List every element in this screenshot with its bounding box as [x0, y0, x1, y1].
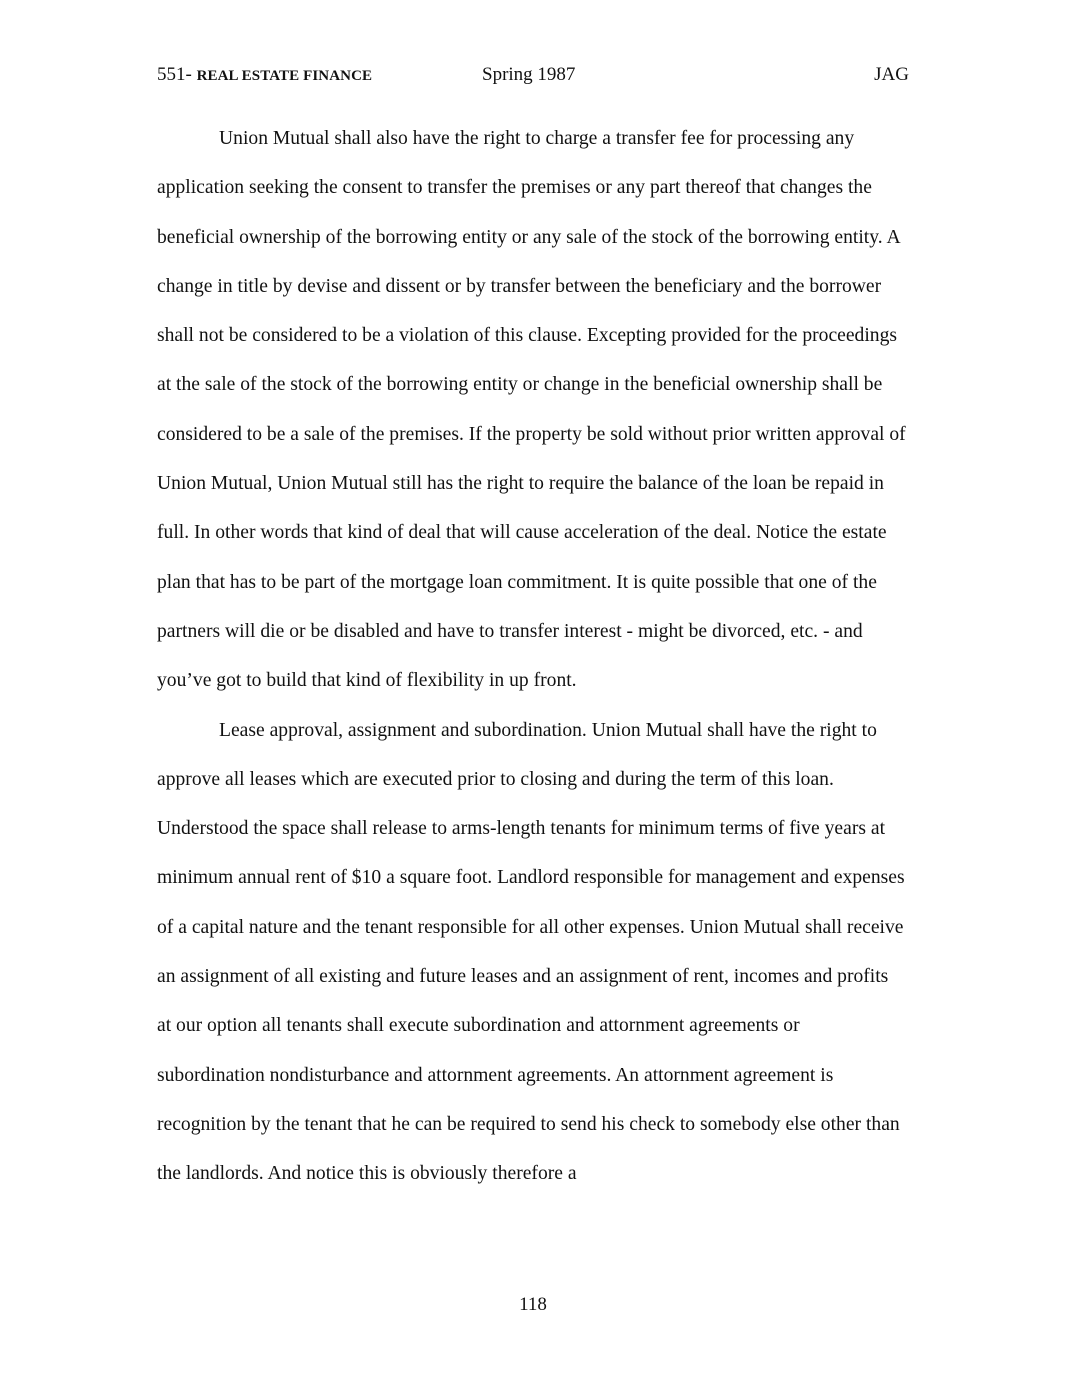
page-header [157, 64, 909, 90]
course-name: REAL ESTATE FINANCE [196, 68, 373, 84]
paragraph-lease-approval: Lease approval, assignment and subordination. Union Mutual shall have the right to approve all leases which are executed prior to closing and during the term of this loan. Understood the space shall release to arms-length tenants for minimum terms of five years at minimum annual rent of $10 a square foot. Landlord responsible for management and expenses of a capital nature and the tenant responsible for all other expenses. Union Mutual shall receive an assignment of all existing and future leases and an assignment of rent, incomes and profits at our option all tenants shall execute subordination and attornment agreements or subordination nondisturbance and attornment agreements. An attornment agreement is recognition by the tenant that he can be required to send his check to somebody else other than the landlords. And notice this is obviously therefore a [157, 719, 905, 1185]
header-term: Spring 1987 [482, 64, 576, 85]
paragraph-transfer-fee: Union Mutual shall also have the right to charge a transfer fee for processing any application seeking the consent to transfer the premises or any part thereof that changes the beneficial ownership of the borrowing entity or any sale of the stock of the borrowing entity. A change in title by devise and dissent or by transfer between the beneficiary and the borrower shall not be considered to be a violation of this clause. Excepting provided for the proceedings at the sale of the stock of the borrowing entity or change in the beneficial ownership shall be considered to be a sale of the premises. If the property be sold without prior written approval of Union Mutual, Union Mutual still has the right to require the balance of the loan be repaid in full. In other words that kind of deal that will cause acceleration of the deal. Notice the estate plan that has to be part of the mortgage loan commitment. It is quite possible that one of the partners will die or be disabled and have to transfer interest - might be divorced, etc. - and you’ve got to build that kind of flexibility in up front. [157, 128, 906, 692]
course-number: 551- [157, 64, 192, 85]
document-body [157, 114, 907, 1199]
header-course [157, 64, 372, 86]
page-number: 118 [519, 1294, 547, 1315]
header-initials: JAG [874, 64, 909, 85]
